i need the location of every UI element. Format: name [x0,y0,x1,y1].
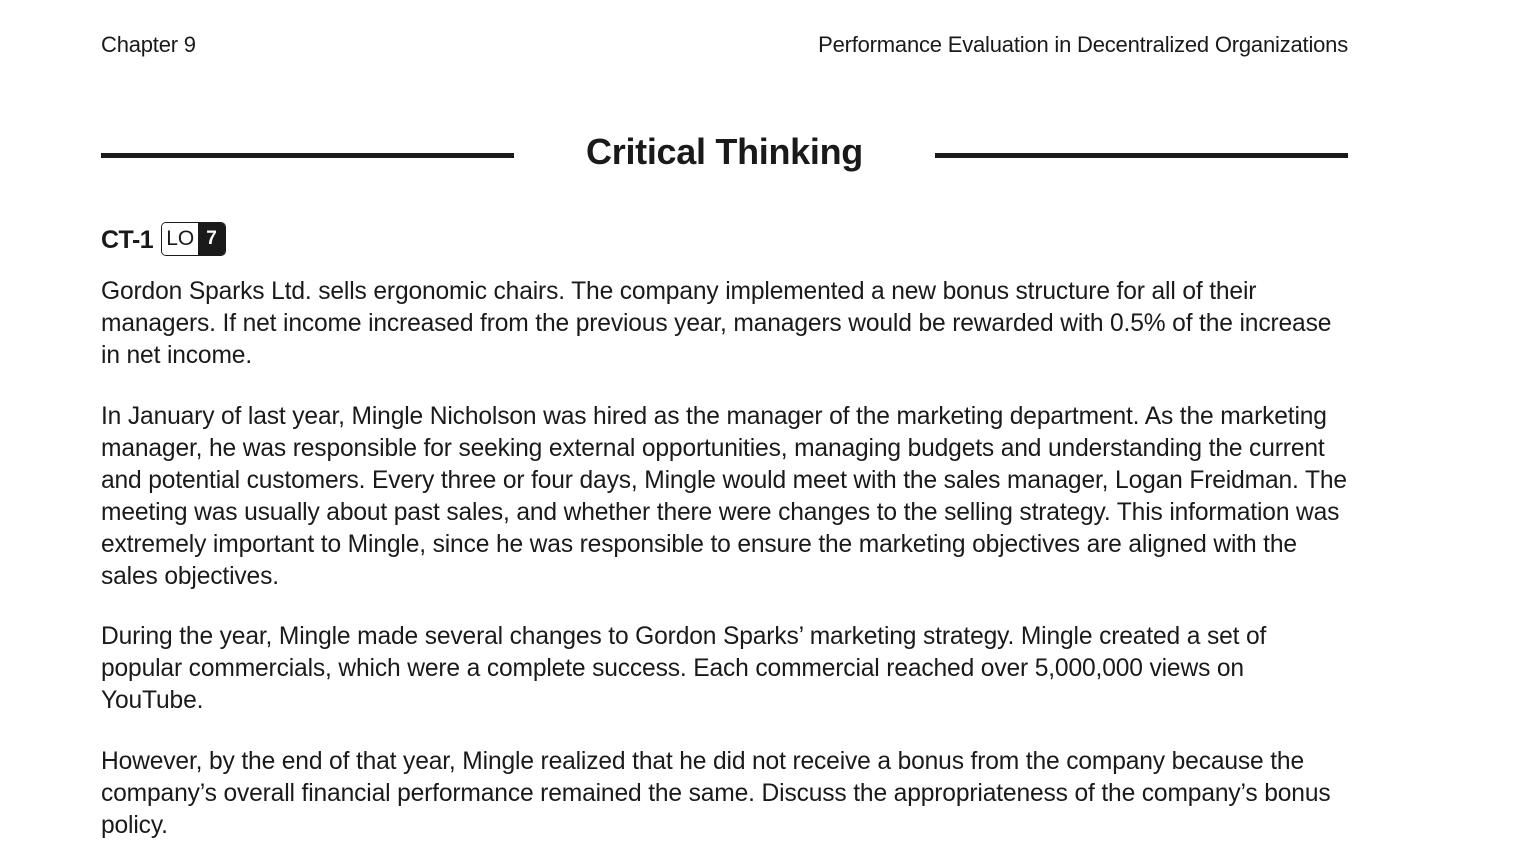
learning-objective-badge [161,222,226,256]
case-id-row [101,220,226,258]
running-title: Performance Evaluation in Decentralized Organizations [818,32,1348,57]
paragraph-1 [101,276,1351,372]
paragraph-text: Gordon Sparks Ltd. sells ergonomic chairs. The company implemented a new bonus structure for all of their managers. If net income increased from the previous year, managers would be rewarded with 0.5% of the increase in net income. [101,278,1332,369]
heading-rule-right [935,153,1348,158]
section-title: Critical Thinking [586,131,863,172]
chapter-label: Chapter 9 [101,32,196,57]
paragraph-text: In January of last year, Mingle Nicholson was hired as the manager of the marketing department. As the marketing manager, he was responsible for seeking external opportunities, managing budgets and understanding the current and potential customers. Every three or four days, Mingle would meet with the sales manager, Logan Freidman. The meeting was usually about past sales, and whether there were changes to the selling strategy. This information was extremely important to Mingle, since he was responsible to ensure the marketing objectives are aligned with the sales objectives. [101,403,1347,590]
lo-number: 7 [198,223,225,255]
paragraph-2 [101,401,1351,593]
paragraph-4 [101,746,1351,842]
paragraph-text: However, by the end of that year, Mingle realized that he did not receive a bonus from the company because the company’s overall financial performance remained the same. Discuss the appropriateness of the company’s bonus policy. [101,748,1331,839]
paragraph-3 [101,621,1351,717]
case-id: CT-1 [101,226,154,254]
paragraph-text: During the year, Mingle made several changes to Gordon Sparks’ marketing strategy. Mingle created a set of popular commercials, which were a complete success. Each commercial reached over 5,000,000 views on YouTube. [101,623,1267,714]
section-heading [101,128,1348,184]
page-header [101,32,1348,62]
lo-label: LO [162,223,198,255]
